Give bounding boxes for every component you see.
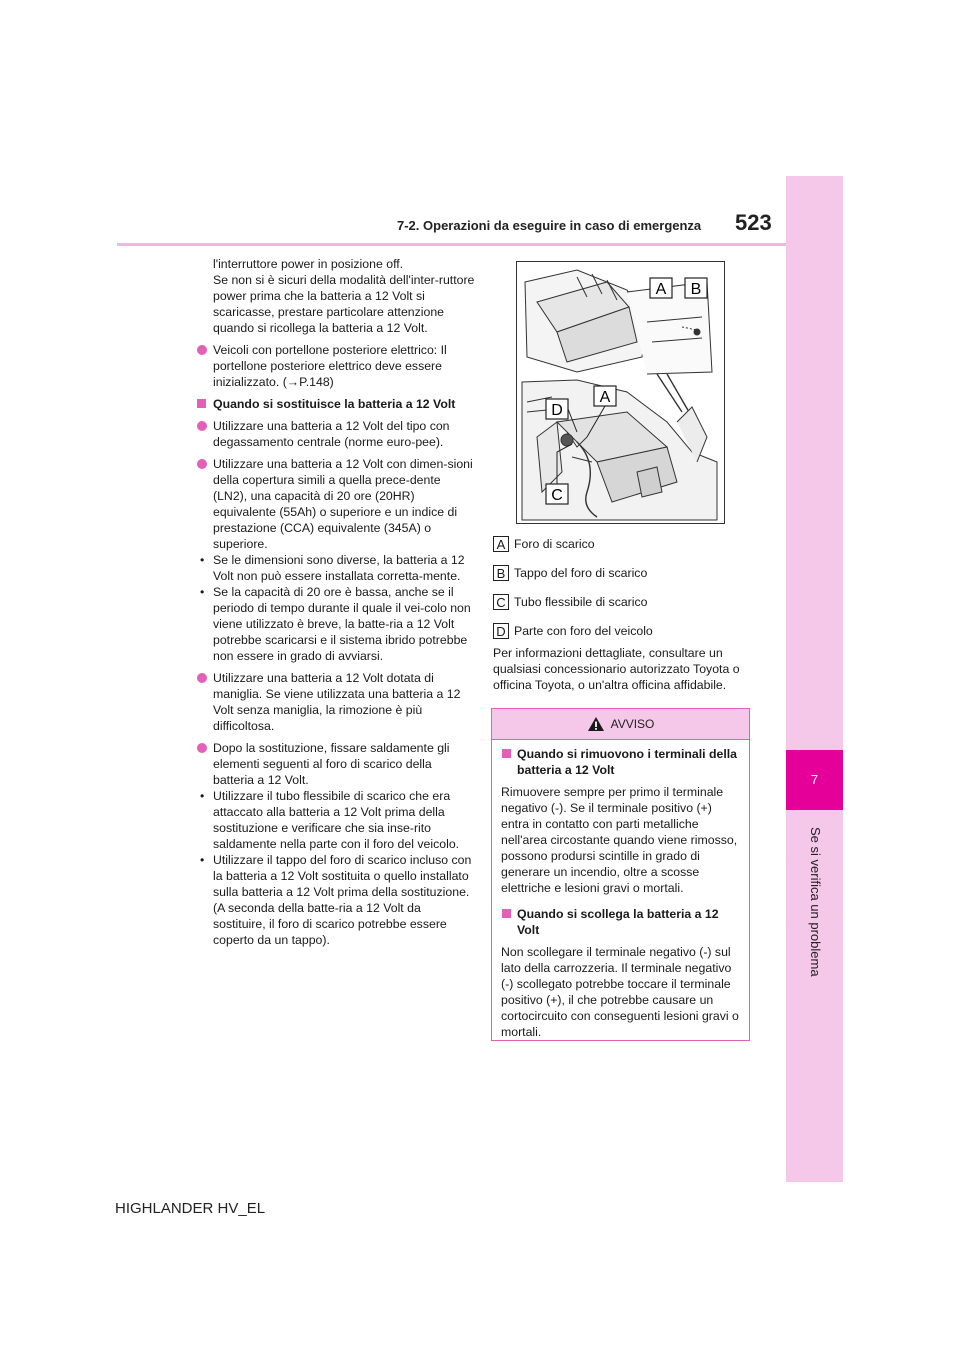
sub-list-dimensions [196, 552, 476, 664]
legend-text: Tubo flessibile di scarico [514, 595, 648, 609]
intro-paragraph [196, 256, 476, 336]
battery-drain-figure [516, 261, 725, 524]
legend-key: D [493, 623, 509, 639]
left-column [196, 256, 476, 954]
chapter-number: 7 [810, 772, 819, 787]
figure-label-a-top: A [655, 281, 667, 298]
legend-text: Foro di scarico [514, 537, 595, 551]
bullet-battery-type: Utilizzare una batteria a 12 Volt del tipo con degassamento centrale (norme euro-pee). [213, 419, 450, 449]
warning-text-remove: Rimuovere sempre per primo il terminale negativo (-). Se il terminale positivo (+) entra in contatto con parti metalliche nell'area circostante quando viene rimosso, possono prodursi scintille in grado di generare un incendio, oltre a scosse elettriche e lesioni gravi o mortali. [501, 785, 738, 895]
sub-item: • Utilizzare il tappo del foro di scarico incluso con la batteria a 12 Volt sostituita o quello installato sulla batteria a 12 Volt prima della sostituzione. (A seconda della batte-ria a 12 Volt da sostituire, il foro di scarico potrebbe essere coperto da un tappo). [196, 852, 476, 948]
bullet-item [196, 670, 476, 734]
heading-item [196, 396, 476, 412]
figure-label-b: B [690, 281, 702, 298]
legend-text: Parte con foro del veicolo [514, 624, 653, 638]
legend-key: B [493, 565, 509, 581]
header-rule [117, 243, 789, 246]
section-title: 7-2. Operazioni da eseguire in caso di emergenza [397, 218, 702, 233]
bullet-after-replacement: Dopo la sostituzione, fissare saldamente gli elementi seguenti al foro di scarico della batteria a 12 Volt. [213, 741, 450, 787]
square-bullet-icon [197, 399, 206, 408]
bullet-dot-icon [197, 673, 207, 683]
bullet-dot-icon [197, 421, 207, 431]
bullet-item [196, 456, 476, 664]
figure-label-c: C [551, 487, 563, 504]
bullet-battery-handle: Utilizzare una batteria a 12 Volt dotata di maniglia. Se viene utilizzata una batteria a 12 Volt senza maniglia, la rimozione è più difficoltosa. [213, 671, 461, 733]
chapter-title: Se si verifica un problema [808, 827, 823, 977]
warning-box [491, 708, 750, 1041]
sub-list-after [196, 788, 476, 948]
warning-triangle-icon [587, 716, 605, 732]
chapter-number-tab [786, 750, 843, 810]
intro-line-2: Se non si è sicuri della modalità dell'inter-ruttore power prima che la batteria a 12 Volt si scaricasse, prestare particolare attenzione quando si ricollega la batteria a 12 Volt. [213, 273, 475, 335]
warning-heading-item [501, 746, 739, 778]
bullet-item [196, 418, 476, 450]
page-number: 523 [735, 210, 772, 235]
bullet-item [196, 740, 476, 948]
dealer-info-paragraph: Per informazioni dettagliate, consultare un qualsiasi concessionario autorizzato Toyota o officina Toyota, o un'altra officina affidabile. [493, 646, 740, 692]
legend-text: Tappo del foro di scarico [514, 566, 648, 580]
legend-row-d [493, 617, 753, 645]
legend-key: C [493, 594, 509, 610]
figure-label-d: D [551, 402, 563, 419]
warning-text-disconnect: Non scollegare il terminale negativo (-) sul lato della carrozzeria. Il terminale negativo (-) scollegato potrebbe toccare il terminale positivo (+), il che potrebbe causare un cortocircuito con conseguenti lesioni gravi o mortali. [501, 945, 739, 1039]
legend-row-a [493, 530, 753, 558]
sub-item: • Utilizzare il tubo flessibile di scarico che era attaccato alla batteria a 12 Volt prima della sostituzione e verificare che sia inse-rito saldamente nella parte con il foro del veicolo. [196, 788, 476, 852]
legend-key: A [493, 536, 509, 552]
chapter-side-tab [786, 176, 843, 1182]
warning-title: AVVISO [610, 717, 655, 731]
warning-header [492, 709, 749, 740]
figure-label-a-bottom: A [599, 389, 611, 406]
intro-line-1: l'interruttore power in posizione off. [213, 257, 404, 271]
legend-row-c [493, 588, 753, 616]
footer-model-code: HIGHLANDER HV_EL [115, 1200, 266, 1217]
warning-heading-disconnect: Quando si scollega la batteria a 12 Volt [517, 907, 719, 937]
heading-replace-battery: Quando si sostituisce la batteria a 12 Volt [213, 397, 456, 411]
figure-legend [493, 530, 753, 646]
bullet-power-tailgate: Veicoli con portellone posteriore elettrico: Il portellone posteriore elettrico deve essere inizializzato. (→P.148) [213, 343, 447, 389]
bullet-dot-icon [197, 345, 207, 355]
square-bullet-icon [502, 909, 511, 918]
sub-item: • Se la capacità di 20 ore è bassa, anche se il periodo di tempo durante il quale il vei-colo non viene utilizzato è breve, la batte-ria a 12 Volt potrebbe scaricarsi e il sistema ibrido potrebbe non essere in grado di avviarsi. [196, 584, 476, 664]
bullet-dot-icon [197, 743, 207, 753]
warning-heading-remove: Quando si rimuovono i terminali della batteria a 12 Volt [517, 747, 738, 777]
warning-heading-item [501, 906, 739, 938]
square-bullet-icon [502, 749, 511, 758]
sub-item: • Se le dimensioni sono diverse, la batteria a 12 Volt non può essere installata corretta-mente. [196, 552, 476, 584]
legend-row-b [493, 559, 753, 587]
chapter-title-tab [788, 812, 843, 992]
bullet-item [196, 342, 476, 390]
bullet-dot-icon [197, 459, 207, 469]
bullet-battery-dimensions: Utilizzare una batteria a 12 Volt con dimen-sioni della copertura simili a quella prece-dente (LN2), una capacità di 20 ore (20HR) equivalente (55Ah) o superiore e un indice di prestazione (CCA) equivalente (345A) o superiore. [213, 457, 473, 551]
warning-body [492, 740, 749, 1040]
battery-illustration [517, 262, 724, 523]
